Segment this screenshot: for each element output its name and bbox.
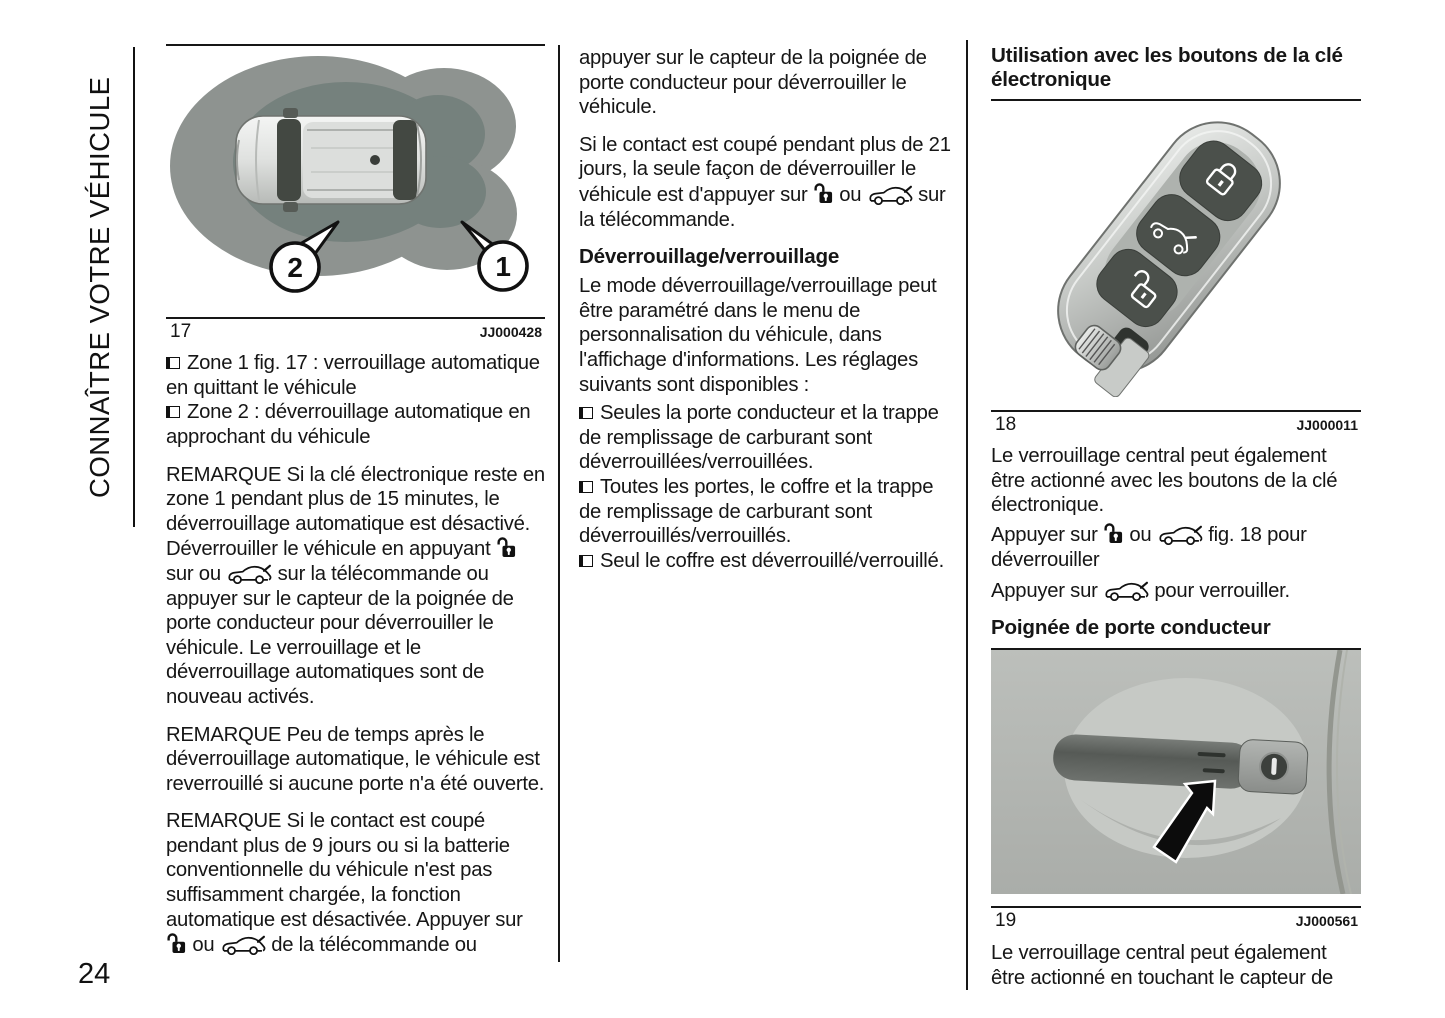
figure-number: 17 (170, 320, 192, 342)
option-bullet: Seules la porte conducteur et la trappe de remplissage de carburant sont déverrouillées/verrouillées. (579, 402, 939, 474)
car-remote-trunk-icon (220, 935, 266, 955)
column-divider (966, 40, 968, 990)
chapter-rule (133, 47, 135, 527)
square-bullet-icon (166, 406, 180, 418)
option-bullet: Seul le coffre est déverrouillé/verrouillé. (579, 549, 955, 574)
chapter-title-vertical: CONNAÎTRE VOTRE VÉHICULE (84, 76, 115, 498)
open-padlock-icon (496, 536, 517, 559)
square-bullet-icon (579, 481, 593, 493)
square-bullet-icon (166, 357, 180, 369)
column-divider (558, 45, 560, 962)
paragraph: Si le contact est coupé pendant plus de 21 jours, la seule façon de déverrouiller le véhicule est d'appuyer sur ou sur la télécommande. (579, 133, 951, 231)
open-padlock-icon (813, 182, 834, 205)
figure-code: JJ000428 (479, 323, 542, 340)
car-remote-trunk-icon (1103, 581, 1149, 601)
figure17-zones-image (166, 46, 545, 304)
open-padlock-icon (166, 932, 187, 955)
car-remote-trunk-icon (867, 185, 913, 205)
paragraph: Le mode déverrouillage/verrouillage peut être paramétré dans le menu de personnalisation du véhicule, dans l'affichage d'informations. Les réglages suivants sont disponibles : (579, 275, 937, 396)
square-bullet-icon (579, 555, 593, 567)
figure-number: 18 (995, 413, 1017, 435)
paragraph: Le verrouillage central peut également être actionné avec les boutons de la clé électronique. (991, 445, 1338, 517)
figure17-caption (166, 319, 545, 345)
remark-paragraph-1: REMARQUE Si la clé électronique reste en zone 1 pendant plus de 15 minutes, le déverrouillage automatique est désactivé. Déverrouiller le véhicule en appuyant sur ou sur la télécommande ou appuyer sur le capteur de la poignée de porte conducteur pour déverrouiller le véhicule. Le verrouillage et le déverrouillage automatiques sont de nouveau activés. (166, 463, 545, 708)
paragraph: Le verrouillage central peut également être actionné en touchant le capteur de (991, 941, 1334, 989)
remark-paragraph-3: REMARQUE Si le contact est coupé pendant plus de 9 jours ou si la batterie conventionnelle du véhicule n'est pas suffisamment chargée, la fonction automatique est désactivée. Appuyer sur ou de la télécommande ou (166, 810, 523, 957)
figure-19 (991, 648, 1361, 909)
figure18-caption (991, 412, 1361, 438)
svg-text:2: 2 (287, 252, 303, 283)
remark-paragraph-2: REMARQUE Peu de temps après le déverrouillage automatique, le véhicule est reverrouillé si aucune porte n'a été ouverte. (166, 723, 545, 795)
unlock-instruction: Appuyer sur ou fig. 18 pour déverrouiller (991, 523, 1307, 571)
zone1-bullet: Zone 1 fig. 17 : verrouillage automatique en quittant le véhicule (166, 352, 540, 399)
svg-text:1: 1 (495, 251, 511, 282)
section-heading: Utilisation avec les boutons de la clé électronique (991, 44, 1343, 91)
figure19-caption (991, 908, 1361, 934)
car-remote-trunk-icon (1157, 525, 1203, 545)
figure-17 (166, 44, 545, 319)
zone2-bullet: Zone 2 : déverrouillage automatique en approchant du véhicule (166, 401, 531, 448)
paragraph: appuyer sur le capteur de la poignée de porte conducteur pour déverrouiller le véhicule. (579, 47, 927, 119)
figure19-door-handle-image (991, 650, 1361, 894)
square-bullet-icon (579, 407, 593, 419)
column-3 (991, 44, 1361, 1003)
figure-number: 19 (995, 910, 1017, 932)
page-number: 24 (78, 958, 111, 990)
section-heading: Déverrouillage/verrouillage (579, 245, 840, 269)
car-top-view (236, 108, 426, 212)
column-2 (579, 46, 955, 573)
column-1 (166, 44, 545, 971)
figure-18 (991, 99, 1361, 412)
open-padlock-icon (1103, 522, 1124, 545)
car-remote-trunk-icon (226, 564, 272, 584)
figure-code: JJ000561 (1295, 913, 1358, 930)
figure18-keyfob-image (991, 101, 1361, 397)
section-heading: Poignée de porte conducteur (991, 615, 1271, 639)
option-bullet: Toutes les portes, le coffre et la trappe de remplissage de carburant sont déverrouillés/verrouillés. (579, 475, 934, 548)
lock-instruction: Appuyer sur pour verrouiller. (991, 580, 1290, 603)
figure-code: JJ000011 (1296, 416, 1358, 433)
